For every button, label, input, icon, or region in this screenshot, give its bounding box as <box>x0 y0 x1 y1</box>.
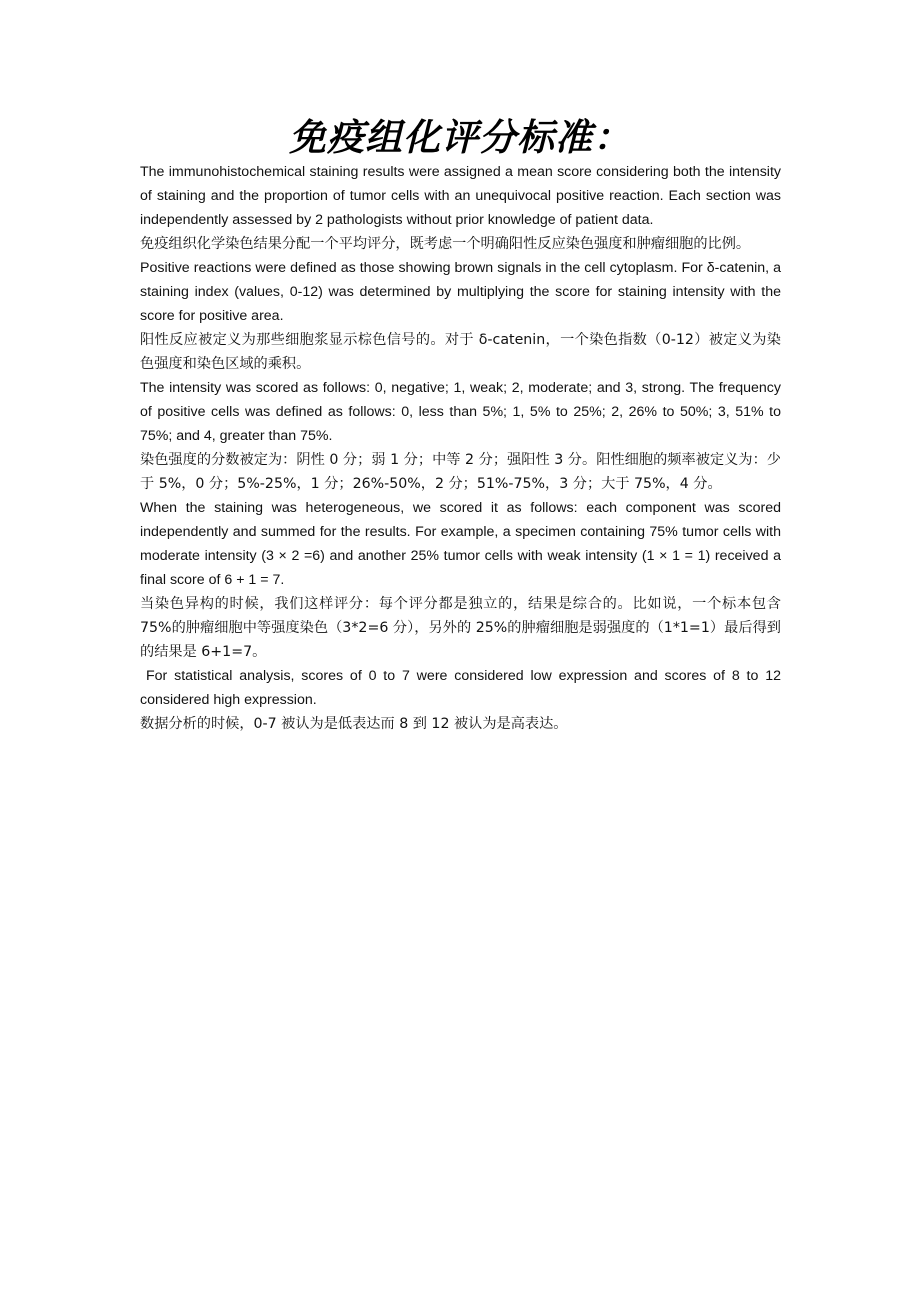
paragraph-zh-heterogeneous: 当染色异构的时候，我们这样评分：每个评分都是独立的，结果是综合的。比如说，一个标本包含 75%的肿瘤细胞中等强度染色（3*2=6 分），另外的 25%的肿瘤细胞是弱强度的（1*1=1）最后得到的结果是 6+1=7。 <box>140 596 781 660</box>
paragraph-zh-positive-reaction: 阳性反应被定义为那些细胞浆显示棕色信号的。对于 δ-catenin，一个染色指数（0-12）被定义为染色强度和染色区域的乘积。 <box>140 332 781 372</box>
paragraph-zh-intensity-frequency: 染色强度的分数被定为：阴性 0 分；弱 1 分；中等 2 分；强阳性 3 分。阳性细胞的频率被定义为：少于 5%，0 分；5%-25%，1 分；26%-50%，2 分；51%-75%，3 分；大于 75%，4 分。 <box>140 452 781 492</box>
document-body <box>140 160 781 736</box>
paragraph-en-scoring-overview: The immunohistochemical staining results were assigned a mean score considering both the intensity of staining and the proportion of tumor cells with an unequivocal positive reaction. Each section was independently assessed by 2 pathologists without prior knowledge of patient data. <box>140 164 781 228</box>
document-title: 免疫组化评分标准： <box>289 115 631 159</box>
paragraph-en-heterogeneous: When the staining was heterogeneous, we scored it as follows: each component was scored independently and summed for the results. For example, a specimen containing 75% tumor cells with moderate intensity (3 × 2 =6) and another 25% tumor cells with weak intensity (1 × 1 = 1) received a final score of 6 + 1 = 7. <box>140 500 781 588</box>
paragraph-en-positive-reaction: Positive reactions were defined as those showing brown signals in the cell cytoplasm. For δ-catenin, a staining index (values, 0-12) was determined by multiplying the score for staining intensity with the score for positive area. <box>140 260 781 324</box>
paragraph-en-statistical-analysis: For statistical analysis, scores of 0 to 7 were considered low expression and scores of 8 to 12 considered high expression. <box>140 668 781 708</box>
paragraph-zh-statistical-analysis: 数据分析的时候，0-7 被认为是低表达而 8 到 12 被认为是高表达。 <box>140 716 568 732</box>
paragraph-en-intensity-frequency: The intensity was scored as follows: 0, negative; 1, weak; 2, moderate; and 3, strong. The frequency of positive cells was defined as follows: 0, less than 5%; 1, 5% to 25%; 2, 26% to 50%; 3, 51% to 75%; and 4, greater than 75%. <box>140 380 781 444</box>
paragraph-zh-scoring-overview: 免疫组织化学染色结果分配一个平均评分，既考虑一个明确阳性反应染色强度和肿瘤细胞的比例。 <box>140 236 751 252</box>
